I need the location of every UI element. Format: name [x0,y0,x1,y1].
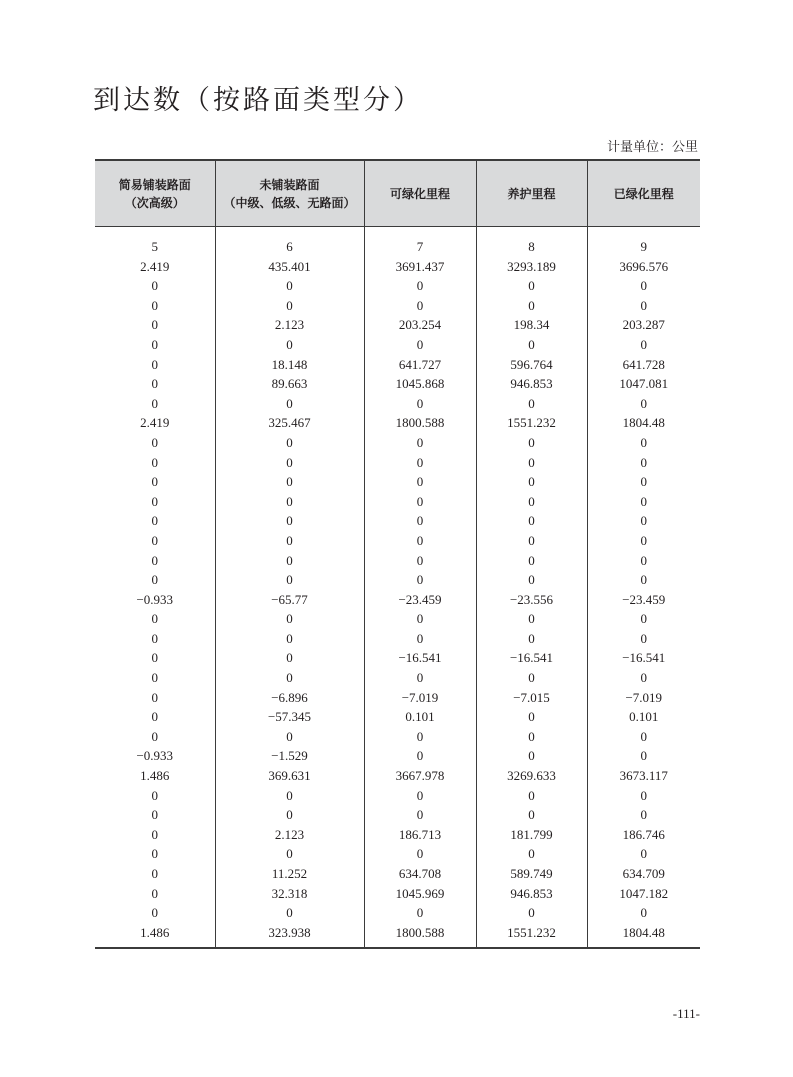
table-cell: 0 [151,513,158,529]
table-cell: 0 [476,570,587,590]
table-cell: 0 [587,511,700,531]
table-cell: 0 [364,805,476,825]
table-cell: 323.938 [215,923,364,948]
table-cell: 0 [476,531,587,551]
table-cell: −57.345 [215,707,364,727]
table-cell: 0 [215,472,364,492]
column-header [215,160,364,227]
table-cell: 1804.48 [587,413,700,433]
table-cell: 0 [151,493,158,509]
table-cell: 2.419 [140,415,170,431]
table-cell: 0 [151,826,158,842]
table-cell: 3293.189 [476,257,587,277]
table-cell: 0 [364,570,476,590]
table-cell: 0 [476,727,587,747]
table-cell: 0 [151,611,158,627]
table-cell: 0 [476,394,587,414]
table-cell: 0 [587,786,700,806]
table-cell: 325.467 [215,413,364,433]
table-row [95,296,700,316]
table-cell: 634.708 [364,864,476,884]
table-cell: 0 [151,278,158,294]
table-cell: 0 [151,552,158,568]
table-cell: 7 [364,237,476,257]
table-cell: 0 [215,668,364,688]
table-cell: 0 [476,746,587,766]
table-row [95,511,700,531]
table-cell: 0 [476,707,587,727]
table-cell: 0 [587,276,700,296]
table-cell: 0 [215,629,364,649]
table-cell: −23.459 [587,590,700,610]
table-cell: 3696.576 [587,257,700,277]
table-cell: 0 [151,474,158,490]
table-row [95,472,700,492]
column-header-label: 简易铺装路面 [118,177,191,192]
table-cell: −23.459 [364,590,476,610]
table-cell: 0 [587,609,700,629]
column-header [587,160,700,227]
table-cell: 1045.868 [364,374,476,394]
table-cell: 9 [587,237,700,257]
table-cell: 0 [215,433,364,453]
table-cell: 0 [364,453,476,473]
table-cell: 596.764 [476,355,587,375]
table-cell: −0.933 [136,591,174,607]
table-cell: 0 [151,728,158,744]
table-cell: 0 [215,903,364,923]
table-cell: 18.148 [215,355,364,375]
table-row [95,923,700,948]
table-cell: 435.401 [215,257,364,277]
table-row [95,551,700,571]
table-cell: −7.015 [476,688,587,708]
table-cell: 0.101 [364,707,476,727]
table-cell: 11.252 [215,864,364,884]
table-cell: 1800.588 [364,923,476,948]
table-cell: 0 [151,885,158,901]
table-cell: 0 [151,807,158,823]
column-header-label: 养护里程 [507,186,556,201]
table-cell: 0 [151,689,158,705]
table-cell: 181.799 [476,825,587,845]
table-cell: −7.019 [364,688,476,708]
table-cell: 0 [364,786,476,806]
table-cell: 0 [215,609,364,629]
column-header [364,160,476,227]
table-cell: 0 [215,453,364,473]
column-header [95,160,215,227]
table-cell: 0 [364,746,476,766]
table-cell: 0 [151,787,158,803]
table-cell: −16.541 [476,648,587,668]
table-cell: 5 [151,239,158,254]
column-header-label: （次高级） [124,195,185,210]
table-cell: 0 [364,531,476,551]
table-row [95,884,700,904]
table-header-row [95,160,700,227]
table-row [95,805,700,825]
table-cell: 1.486 [140,768,170,784]
table-cell: 0.101 [587,707,700,727]
table-cell: 0 [476,492,587,512]
table-cell: 0 [151,572,158,588]
table-cell: 1045.969 [364,884,476,904]
table-row [95,629,700,649]
table-cell: 0 [364,276,476,296]
table-cell: −23.556 [476,590,587,610]
table-cell: 1047.081 [587,374,700,394]
table-cell: 0 [364,394,476,414]
table-cell: 0 [215,648,364,668]
statistics-table-container [95,159,700,949]
table-cell: 0 [364,492,476,512]
table-cell: −16.541 [364,648,476,668]
table-cell: 641.728 [587,355,700,375]
table-row [95,315,700,335]
table-row [95,531,700,551]
table-cell: 0 [364,629,476,649]
table-cell: 0 [151,297,158,313]
table-cell: 0 [476,844,587,864]
table-cell: 3673.117 [587,766,700,786]
column-header-label: 已绿化里程 [613,186,674,201]
table-cell: 0 [364,433,476,453]
table-row [95,903,700,923]
table-cell: 0 [151,356,158,372]
table-cell: 0 [587,433,700,453]
table-cell: 0 [587,903,700,923]
table-cell: 186.713 [364,825,476,845]
column-header-label: （中级、低级、无路面） [223,195,356,210]
column-header-label: 未铺装路面 [259,177,320,192]
table-cell: 0 [215,786,364,806]
table-cell: 3269.633 [476,766,587,786]
table-cell: 0 [151,846,158,862]
table-cell: 0 [215,805,364,825]
table-cell: 0 [476,551,587,571]
table-cell: 0 [476,903,587,923]
table-row [95,413,700,433]
table-cell: 0 [476,805,587,825]
table-row [95,844,700,864]
table-cell: 0 [215,492,364,512]
table-cell: 0 [476,453,587,473]
table-cell: 0 [151,434,158,450]
table-cell: 946.853 [476,374,587,394]
table-cell: 0 [587,746,700,766]
table-cell: 0 [364,844,476,864]
table-cell: 0 [587,296,700,316]
table-row [95,570,700,590]
table-cell: 2.123 [215,825,364,845]
table-cell: 0 [364,335,476,355]
page-title: 到达数（按路面类型分） [93,85,423,116]
table-cell: 0 [587,727,700,747]
table-cell: 0 [587,492,700,512]
table-cell: 0 [151,454,158,470]
table-cell: 0 [151,670,158,686]
spacer-cell [364,227,476,238]
table-cell: 2.123 [215,315,364,335]
table-row [95,257,700,277]
table-cell: −16.541 [587,648,700,668]
table-cell: 0 [151,630,158,646]
column-header-label: 可绿化里程 [389,186,450,201]
table-cell: 0 [151,866,158,881]
table-cell: 0 [151,376,158,392]
table-cell: 0 [587,570,700,590]
table-cell: 0 [364,668,476,688]
table-cell: 3667.978 [364,766,476,786]
table-cell: 0 [587,805,700,825]
table-cell: 1.486 [95,923,215,948]
table-cell: 3691.437 [364,257,476,277]
column-header [476,160,587,227]
table-cell: 2.419 [140,258,170,274]
table-cell: 198.34 [476,315,587,335]
table-cell: 1551.232 [476,923,587,948]
table-row [95,276,700,296]
table-row [95,394,700,414]
table-cell: 0 [476,276,587,296]
table-row [95,688,700,708]
table-cell: 203.287 [587,315,700,335]
table-row [95,786,700,806]
table-cell: 0 [587,844,700,864]
table-cell: 0 [151,336,158,352]
table-row [95,746,700,766]
table-cell: 0 [476,786,587,806]
table-row [95,864,700,884]
table-cell: 0 [215,296,364,316]
table-cell: 0 [587,629,700,649]
page-number: -111- [672,1006,700,1021]
spacer-cell [587,227,700,238]
table-cell: 0 [587,531,700,551]
table-cell: −65.77 [215,590,364,610]
table-row [95,433,700,453]
table-cell: 1800.588 [364,413,476,433]
table-cell: 1047.182 [587,884,700,904]
table-cell: 89.663 [215,374,364,394]
table-cell: 0 [215,551,364,571]
table-cell: 0 [364,609,476,629]
table-cell: 0 [215,511,364,531]
table-cell: 0 [215,531,364,551]
table-cell: 0 [476,296,587,316]
table-cell: 0 [151,395,158,411]
table-cell: 8 [476,237,587,257]
table-row [95,492,700,512]
table-cell: 0 [587,394,700,414]
table-cell: 0 [215,570,364,590]
table-cell: 0 [151,532,158,548]
table-row [95,668,700,688]
table-cell: 0 [587,472,700,492]
table-row [95,727,700,747]
table-cell: 1551.232 [476,413,587,433]
table-cell: 203.254 [364,315,476,335]
table-row [95,648,700,668]
table-cell: 0 [364,296,476,316]
table-cell: 634.709 [587,864,700,884]
spacer-row [95,227,700,238]
table-cell: 0 [476,629,587,649]
table-cell: 0 [364,903,476,923]
table-cell: 0 [476,472,587,492]
table-cell: 1804.48 [587,923,700,948]
table-row [95,609,700,629]
table-cell: 0 [215,394,364,414]
table-body [95,227,700,948]
table-cell: 0 [215,844,364,864]
table-cell: 0 [587,453,700,473]
table-cell: 0 [476,511,587,531]
table-cell: 0 [215,335,364,355]
table-cell: −6.896 [215,688,364,708]
table-row [95,766,700,786]
table-row [95,707,700,727]
table-cell: 589.749 [476,864,587,884]
table-cell: −7.019 [587,688,700,708]
table-cell: 0 [151,317,158,333]
table-row [95,237,700,257]
table-cell: 0 [476,335,587,355]
table-cell: −1.529 [215,746,364,766]
table-cell: 0 [364,472,476,492]
table-row [95,355,700,375]
statistics-table [95,159,700,949]
table-row [95,374,700,394]
table-cell: 641.727 [364,355,476,375]
table-cell: 0 [587,335,700,355]
table-cell: 0 [215,276,364,296]
table-cell: 0 [151,650,158,666]
spacer-cell [215,227,364,238]
spacer-cell [95,227,215,238]
table-cell: 0 [587,668,700,688]
table-row [95,335,700,355]
table-row [95,590,700,610]
table-cell: 0 [476,668,587,688]
table-cell: 0 [364,551,476,571]
table-cell: 369.631 [215,766,364,786]
table-cell: 0 [587,551,700,571]
table-row [95,453,700,473]
table-cell: 0 [151,709,158,725]
table-cell: 0 [476,433,587,453]
table-cell: 0 [364,511,476,531]
table-cell: 0 [364,727,476,747]
table-row [95,825,700,845]
spacer-cell [476,227,587,238]
table-cell: 6 [215,237,364,257]
table-cell: 32.318 [215,884,364,904]
table-cell: 0 [215,727,364,747]
unit-label: 计量单位：公里 [606,140,698,155]
table-cell: −0.933 [136,748,174,764]
table-cell: 0 [151,905,158,921]
table-cell: 186.746 [587,825,700,845]
table-cell: 946.853 [476,884,587,904]
table-cell: 0 [476,609,587,629]
